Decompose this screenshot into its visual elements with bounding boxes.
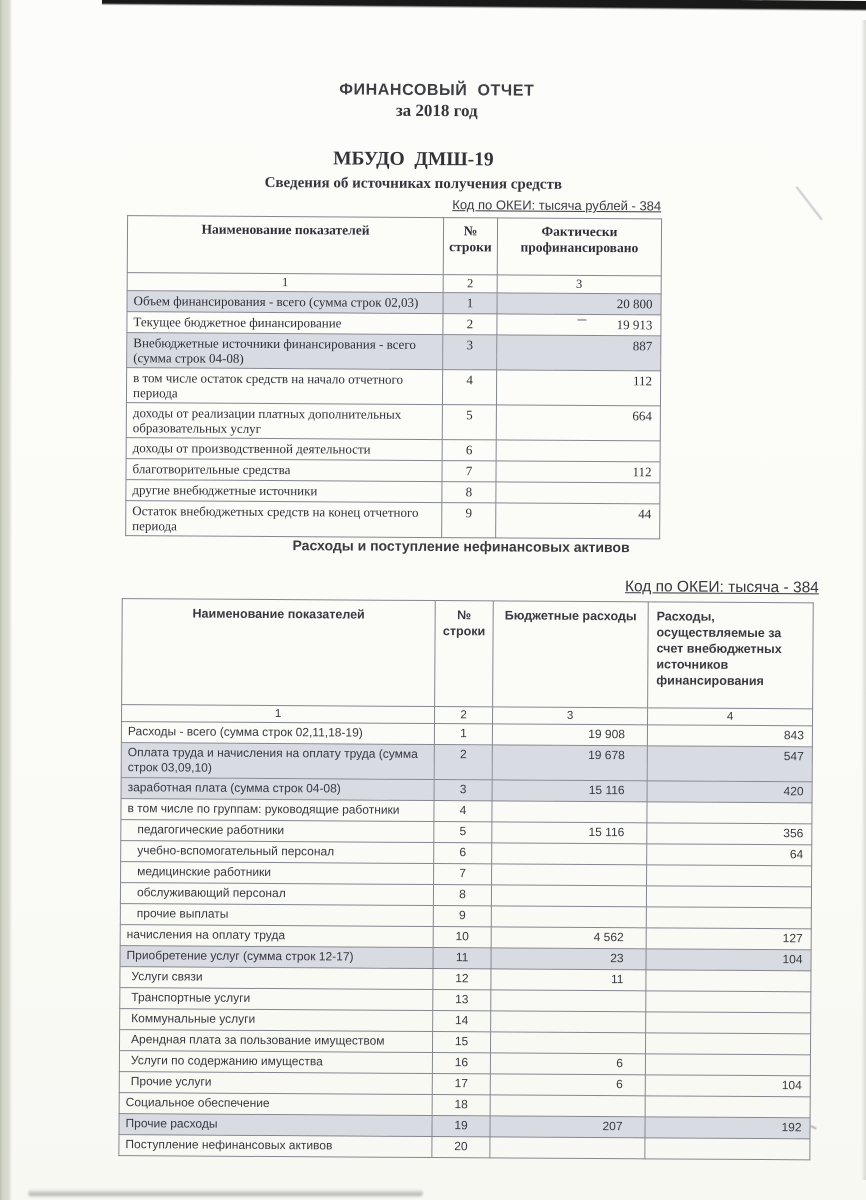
cell-extra — [646, 907, 811, 929]
cell-line: 8 — [442, 482, 496, 503]
cell-budget: 4 562 — [491, 927, 646, 949]
cell-line: 7 — [434, 864, 492, 885]
cell-name: Коммунальные услуги — [120, 1009, 433, 1032]
cell-value: 19 913 — [497, 314, 661, 336]
cell-name: Приобретение услуг (сумма строк 12-17) — [120, 946, 433, 969]
cell-value: 20 800 — [497, 293, 661, 315]
cell-name: педагогические работники — [121, 820, 434, 843]
cell-line: 14 — [433, 1011, 491, 1032]
col-header-financed: Фактически профинансировано — [497, 218, 661, 276]
cell-line: 17 — [432, 1074, 490, 1095]
cell-extra: 420 — [647, 781, 812, 803]
cell-extra — [645, 1138, 810, 1160]
cell-value: 664 — [496, 405, 660, 441]
table-row — [126, 403, 660, 441]
cell-name: Остаток внебюджетных средств на конец отчетного периода — [126, 501, 442, 538]
okei-code-1: Код по ОКЕИ: тысяча рублей - 384 — [452, 197, 662, 214]
cell-name: Прочие услуги — [119, 1072, 432, 1095]
cell-budget — [492, 864, 647, 886]
cell-name: Внебюджетные источники финансирования - всего (сумма строк 04-08) — [127, 333, 443, 370]
cell-budget: 11 — [491, 969, 646, 991]
cell-budget — [492, 801, 647, 823]
expenses-table — [118, 598, 813, 1160]
cell-name: доходы от производственной деятельности — [126, 438, 442, 461]
cell-name: заработная плата (сумма строк 04-08) — [121, 778, 434, 801]
cell-line: 4 — [434, 801, 492, 822]
cell-value: 112 — [496, 370, 660, 406]
table-header-row — [127, 216, 661, 276]
cell-line: 3 — [443, 335, 497, 370]
cell-extra — [646, 970, 811, 992]
cell-budget: 6 — [490, 1074, 645, 1096]
cell-budget — [491, 990, 646, 1012]
cell-line: 11 — [433, 948, 491, 969]
cell-line: 2 — [443, 314, 497, 335]
cell-name: Арендная плата за пользование имуществом — [119, 1030, 432, 1053]
cell-name: Социальное обеспечение — [119, 1093, 432, 1116]
cell-line: 2 — [434, 745, 492, 780]
col-number: 1 — [122, 705, 435, 724]
cell-line: 7 — [442, 461, 496, 482]
okei-code-2: Код по ОКЕИ: тысяча - 384 — [624, 578, 819, 597]
cell-name: Услуги связи — [120, 967, 433, 990]
cell-name: Объем финансирования - всего (сумма строк 02,03) — [127, 291, 443, 314]
cell-name: Оплата труда и начисления на оплату труда (сумма строк 03,09,10) — [121, 743, 434, 780]
col-header-budget: Бюджетные расходы — [493, 601, 649, 708]
cell-extra — [647, 865, 812, 887]
cell-value: 887 — [497, 335, 661, 371]
cell-extra — [646, 991, 811, 1013]
cell-extra: 104 — [645, 1075, 810, 1097]
cell-budget: 19 908 — [492, 724, 647, 746]
cell-extra: 104 — [646, 949, 811, 971]
cell-line: 15 — [432, 1032, 490, 1053]
col-number: 2 — [443, 275, 497, 293]
cell-line: 8 — [433, 885, 491, 906]
cell-name: в том числе по группам: руководящие работники — [121, 799, 434, 822]
cell-extra: 547 — [647, 746, 812, 782]
cell-budget: 15 116 — [492, 780, 647, 802]
cell-extra: 356 — [647, 823, 812, 845]
cell-extra — [645, 1054, 810, 1076]
cell-name: Транспортные услуги — [120, 988, 433, 1011]
cell-budget — [491, 906, 646, 928]
cell-name: Расходы - всего (сумма строк 02,11,18-19) — [121, 722, 434, 745]
cell-line: 1 — [434, 724, 492, 745]
funding-sources-table — [125, 215, 662, 539]
cell-value: 44 — [496, 503, 660, 539]
cell-budget — [491, 1011, 646, 1033]
table-header-row — [122, 599, 814, 709]
cell-name: доходы от реализации платных дополнительных образовательных услуг — [126, 403, 442, 440]
cell-budget — [492, 843, 647, 865]
cell-line: 3 — [434, 780, 492, 801]
col-number: 3 — [493, 707, 648, 725]
col-header-line-no: № строки — [435, 601, 494, 707]
col-number: 1 — [127, 273, 443, 293]
cell-name: Поступление нефинансовых активов — [119, 1135, 432, 1158]
cell-extra — [647, 802, 812, 824]
cell-budget — [490, 1095, 645, 1117]
table-row — [127, 333, 661, 371]
cell-line: 5 — [442, 405, 496, 440]
report-year: за 2018 год — [395, 100, 478, 121]
cell-line: 1 — [443, 293, 497, 314]
section2-title: Расходы и поступление нефинансовых активов — [292, 537, 630, 556]
table-row — [121, 743, 812, 782]
report-title: ФИНАНСОВЫЙ ОТЧЕТ — [339, 81, 535, 100]
cell-name: Текущее бюджетное финансирование — [127, 312, 443, 335]
cell-extra — [645, 1033, 810, 1055]
col-number: 3 — [497, 275, 661, 294]
col-number: 2 — [435, 707, 493, 724]
cell-line: 10 — [433, 927, 491, 948]
cell-name: обслуживающий персонал — [120, 883, 433, 906]
cell-value: 112 — [496, 461, 660, 483]
table-row — [126, 501, 660, 539]
cell-extra: 127 — [646, 928, 811, 950]
cell-budget: 207 — [490, 1116, 645, 1138]
cell-extra — [645, 1096, 810, 1118]
cell-line: 16 — [432, 1053, 490, 1074]
table-row — [119, 1135, 810, 1160]
cell-extra: 843 — [647, 725, 812, 747]
cell-name: медицинские работники — [121, 862, 434, 885]
cell-name: учебно-вспомогательный персонал — [121, 841, 434, 864]
cell-line: 13 — [433, 990, 491, 1011]
cell-budget — [490, 1137, 645, 1159]
cell-value — [496, 482, 660, 504]
cell-line: 9 — [433, 906, 491, 927]
cell-extra — [646, 1012, 811, 1034]
cell-name: Услуги по содержанию имущества — [119, 1051, 432, 1074]
cell-name: прочие выплаты — [120, 904, 433, 927]
col-header-indicator: Наименование показателей — [122, 599, 436, 707]
cell-line: 4 — [442, 370, 496, 405]
section1-title: Сведения об источниках получения средств — [264, 174, 563, 193]
cell-line: 19 — [432, 1116, 490, 1137]
cell-line: 9 — [442, 503, 496, 538]
cell-budget — [491, 885, 646, 907]
cell-budget: 23 — [491, 948, 646, 970]
col-header-line-no: № строки — [443, 218, 497, 275]
cell-budget: 19 678 — [492, 745, 647, 781]
col-header-indicator: Наименование показателей — [127, 216, 443, 275]
cell-line: 18 — [432, 1095, 490, 1116]
cell-budget: 15 116 — [492, 822, 647, 844]
cell-name: Прочие расходы — [119, 1114, 432, 1137]
col-header-extrabudget: Расходы, осуществляемые за счет внебюджетных источников финансирования — [648, 602, 814, 709]
cell-budget — [490, 1032, 645, 1054]
stray-pen-mark — [810, 1125, 816, 1130]
cell-line: 6 — [442, 440, 496, 461]
cell-line: 12 — [433, 969, 491, 990]
organization-name: МБУДО ДМШ-19 — [333, 148, 494, 171]
cell-name: в том числе остаток средств на начало отчетного периода — [126, 368, 442, 405]
cell-name: благотворительные средства — [126, 459, 442, 482]
stray-pen-dash — [577, 319, 586, 321]
cell-extra: 64 — [647, 844, 812, 866]
cell-name: начисления на оплату труда — [120, 925, 433, 948]
cell-line: 5 — [434, 822, 492, 843]
cell-extra — [646, 886, 811, 908]
cell-line: 20 — [432, 1137, 490, 1158]
cell-name: другие внебюджетные источники — [126, 480, 442, 503]
cell-budget: 6 — [490, 1053, 645, 1075]
cell-line: 6 — [434, 843, 492, 864]
col-number: 4 — [647, 708, 812, 726]
cell-extra: 192 — [645, 1117, 810, 1139]
table-row — [126, 368, 660, 406]
cell-value — [496, 440, 660, 462]
